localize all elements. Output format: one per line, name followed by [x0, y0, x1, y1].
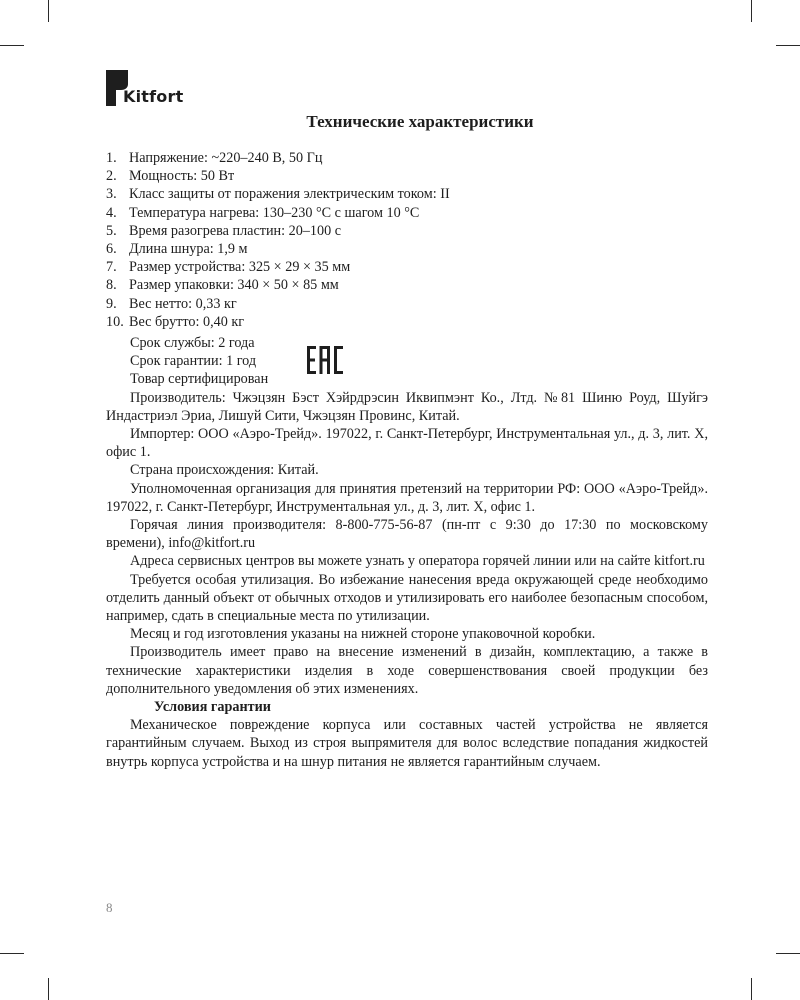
disposal-info: Требуется особая утилизация. Во избежание нанесения вреда окружающей среде необходимо отделить данный объект от обычных отходов и утилизировать его наиболее безопасным способом, например, сдать в специальные места по утилизации.: [106, 571, 708, 625]
service-centers-info: Адреса сервисных центров вы можете узнать у оператора горячей линии или на сайте kitfort.ru: [130, 553, 705, 570]
spec-number: 2.: [106, 168, 117, 185]
eac-mark-glyphs: [307, 346, 343, 374]
crop-mark: [776, 45, 800, 46]
spec-number: 1.: [106, 150, 117, 166]
warranty-period: Срок гарантии: 1 год: [130, 353, 257, 370]
brand-logo: [106, 70, 216, 110]
spec-item: [106, 295, 706, 313]
spec-number: 8.: [106, 277, 117, 294]
changes-info: Производитель имеет право на внесение изменений в дизайн, комплектацию, а также в технические характеристики изделия в ходе совершенствования своей продукции без дополнительного уведомления об этих изменениях.: [106, 644, 708, 697]
spec-item: [106, 258, 706, 276]
crop-mark: [751, 978, 752, 1000]
spec-text: Класс защиты от поражения электрическим током: II: [129, 186, 450, 203]
brand-name: Kitfort: [123, 87, 184, 106]
spec-item: [106, 149, 706, 167]
crop-mark: [48, 978, 49, 1000]
crop-mark: [776, 953, 800, 954]
spec-number: 6.: [106, 241, 117, 258]
info-block: [106, 334, 708, 771]
spec-text: Время разогрева пластин: 20–100 с: [129, 222, 342, 239]
spec-number: 4.: [106, 204, 117, 221]
page-title: Технические характеристики: [306, 112, 534, 131]
spec-text: Длина шнура: 1,9 м: [129, 241, 248, 258]
spec-text: Мощность: 50 Вт: [129, 168, 235, 185]
certified-note: Товар сертифицирован: [130, 371, 269, 388]
spec-number: 3.: [106, 186, 117, 203]
spec-list: [106, 149, 706, 331]
spec-number: 7.: [106, 259, 117, 276]
manufacturer-info: Производитель: Чжэцзян Бэст Хэйрдрэсин Иквипмэнт Ко., Лтд. №81 Шиню Роуд, Шуйгэ Индастриэл Эриа, Лишуй Сити, Чжэцзян Провинс, Китай.: [106, 389, 708, 424]
spec-item: [106, 276, 706, 294]
eac-mark-icon: [307, 346, 343, 374]
spec-item: [106, 185, 706, 203]
crop-mark: [48, 0, 49, 22]
spec-text: Вес нетто: 0,33 кг: [129, 295, 237, 312]
spec-text: Напряжение: ~220–240 В, 50 Гц: [129, 150, 323, 166]
origin-info: Страна происхождения: Китай.: [130, 462, 319, 479]
service-info: [106, 334, 708, 389]
crop-mark: [0, 953, 24, 954]
spec-number: 10.: [106, 313, 124, 330]
warranty-heading: Условия гарантии: [154, 699, 271, 716]
spec-number: 9.: [106, 295, 117, 312]
spec-item: [106, 240, 706, 258]
spec-text: Размер упаковки: 340 × 50 × 85 мм: [129, 277, 339, 294]
crop-mark: [0, 45, 24, 46]
hotline-info: Горячая линия производителя: 8-800-775-56-87 (пн-пт с 9:30 до 17:30 по московскому времени), info@kitfort.ru: [106, 517, 708, 552]
spec-text: Размер устройства: 325 × 29 × 35 мм: [129, 259, 351, 276]
spec-item: [106, 313, 706, 331]
crop-mark: [751, 0, 752, 22]
authorized-org-info: Уполномоченная организация для принятия претензий на территории РФ: ООО «Аэро-Трейд». 197022, г. Санкт-Петербург, Инструментальная ул., д. 3, лит. Х, офис 1.: [106, 480, 708, 515]
spec-item: [106, 222, 706, 240]
manufacture-date-info: Месяц и год изготовления указаны на нижней стороне упаковочной коробки.: [130, 626, 596, 643]
spec-text: Температура нагрева: 130–230 °С с шагом 10 °С: [129, 204, 420, 221]
page-number: 8: [106, 900, 113, 915]
spec-text: Вес брутто: 0,40 кг: [129, 313, 245, 330]
spec-item: [106, 167, 706, 185]
importer-info: Импортер: ООО «Аэро-Трейд». 197022, г. Санкт-Петербург, Инструментальная ул., д. 3, лит. Х, офис 1.: [106, 426, 708, 461]
spec-item: [106, 204, 706, 222]
service-life: Срок службы: 2 года: [130, 335, 255, 351]
spec-number: 5.: [106, 222, 117, 239]
warranty-text: Механическое повреждение корпуса или составных частей устройства не является гарантийным случаем. Выход из строя выпрямителя для волос вследствие попадания жидкостей внутрь корпуса устройства и на шнур питания не является гарантийным случаем.: [106, 717, 708, 770]
